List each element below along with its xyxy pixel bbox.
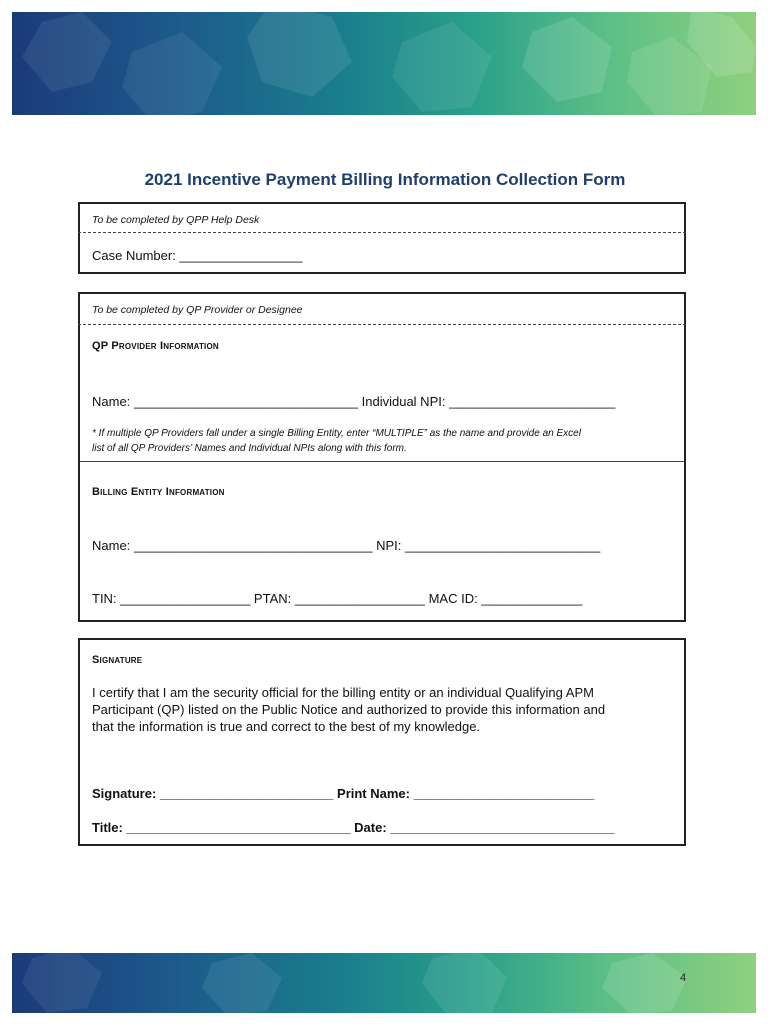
solid-divider	[80, 461, 684, 462]
qp-info-heading: QP Provider Information	[92, 340, 219, 352]
certify-line-1: I certify that I am the security official for the billing entity or an individual Qualifying APM	[92, 685, 594, 700]
helpdesk-section	[78, 202, 686, 274]
dashed-divider	[78, 232, 686, 233]
certify-line-3: that the information is true and correct to the best of my knowledge.	[92, 719, 481, 734]
signature-section	[78, 638, 686, 846]
header-banner	[12, 12, 756, 115]
footnote-line-1: * If multiple QP Providers fall under a single Billing Entity, enter “MULTIPLE” as the name and provide an Excel	[92, 428, 581, 439]
footer-banner	[12, 953, 756, 1013]
hexagon-pattern-icon	[12, 12, 756, 115]
qp-name-npi-field[interactable]: Name: _______________________________ Individual NPI: _______________________	[92, 394, 616, 409]
hexagon-pattern-icon	[12, 953, 756, 1013]
billing-info-heading: Billing Entity Information	[92, 486, 225, 498]
page-number: 4	[680, 972, 687, 984]
footnote-line-2: list of all QP Providers’ Names and Individual NPIs along with this form.	[92, 443, 407, 454]
billing-name-npi-field[interactable]: Name: _________________________________ NPI: ___________________________	[92, 538, 601, 553]
provider-section	[78, 292, 686, 622]
tin-ptan-mac-field[interactable]: TIN: __________________ PTAN: __________________ MAC ID: ______________	[92, 591, 583, 606]
dashed-divider	[78, 324, 686, 325]
signature-heading: Signature	[92, 654, 143, 666]
certify-line-2: Participant (QP) listed on the Public Notice and authorized to provide this information and	[92, 702, 606, 717]
case-number-field[interactable]: Case Number: _________________	[92, 248, 303, 263]
signature-printname-field[interactable]: Signature: ________________________ Print Name: _________________________	[92, 786, 595, 801]
helpdesk-note: To be completed by QPP Help Desk	[92, 214, 260, 226]
title-date-field[interactable]: Title: _______________________________ Date: _______________________________	[92, 820, 615, 835]
provider-note: To be completed by QP Provider or Designee	[92, 304, 303, 316]
page-title: 2021 Incentive Payment Billing Information Collection Form	[144, 170, 626, 189]
